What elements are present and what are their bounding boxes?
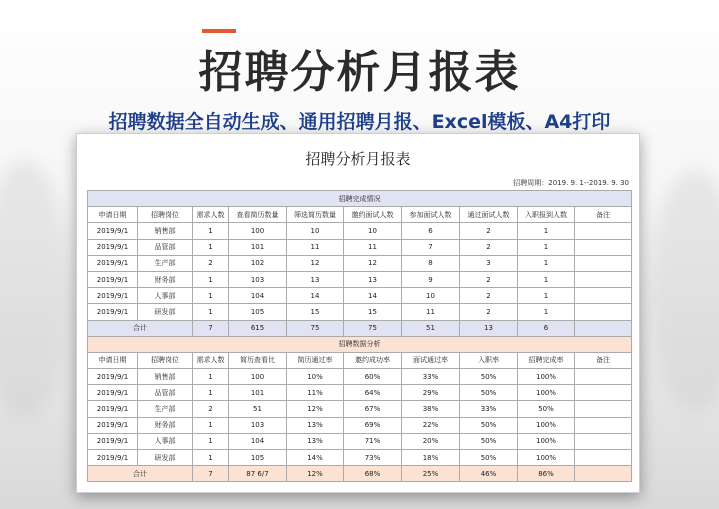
column-header: 面试通过率 xyxy=(402,352,460,368)
table-cell: 105 xyxy=(229,304,287,320)
table-cell: 67% xyxy=(344,401,402,417)
table-cell: 38% xyxy=(402,401,460,417)
table-cell: 1 xyxy=(193,271,229,287)
table-cell: 100% xyxy=(518,369,575,385)
total-cell: 75 xyxy=(344,320,402,336)
table-cell: 50% xyxy=(460,433,518,449)
table-cell: 2019/9/1 xyxy=(88,433,138,449)
table-cell: 50% xyxy=(460,450,518,466)
table-cell: 50% xyxy=(460,369,518,385)
report-table xyxy=(87,190,632,482)
total-label: 合计 xyxy=(88,466,193,482)
column-header: 招聘岗位 xyxy=(138,352,193,368)
total-cell: 87 6/7 xyxy=(229,466,287,482)
table-cell: 13 xyxy=(344,271,402,287)
table-cell: 104 xyxy=(229,433,287,449)
column-header: 筛选简历数量 xyxy=(287,207,344,223)
table-cell: 13% xyxy=(287,433,344,449)
total-row xyxy=(88,466,632,482)
table-cell: 2019/9/1 xyxy=(88,223,138,239)
table-cell: 14 xyxy=(344,288,402,304)
table-row xyxy=(88,255,632,271)
table-cell: 研发部 xyxy=(138,304,193,320)
table-cell: 10 xyxy=(344,223,402,239)
table-cell: 销售部 xyxy=(138,223,193,239)
table-row xyxy=(88,385,632,401)
page-title: 招聘分析月报表 xyxy=(198,47,521,98)
table-cell: 101 xyxy=(229,239,287,255)
table-cell: 103 xyxy=(229,271,287,287)
table-cell: 12% xyxy=(287,401,344,417)
column-header: 入职率 xyxy=(460,352,518,368)
table-cell: 2 xyxy=(193,401,229,417)
section-title-row xyxy=(88,336,632,352)
table-cell: 69% xyxy=(344,417,402,433)
table-cell: 1 xyxy=(518,288,575,304)
table-cell: 71% xyxy=(344,433,402,449)
table-cell: 103 xyxy=(229,417,287,433)
table-row xyxy=(88,450,632,466)
table-cell: 10 xyxy=(402,288,460,304)
table-cell: 14% xyxy=(287,450,344,466)
table-cell: 2019/9/1 xyxy=(88,288,138,304)
table-cell: 2019/9/1 xyxy=(88,417,138,433)
table-cell: 10% xyxy=(287,369,344,385)
column-header: 申请日期 xyxy=(88,207,138,223)
column-header: 备注 xyxy=(575,352,632,368)
table-cell: 100 xyxy=(229,223,287,239)
total-cell: 86% xyxy=(518,466,575,482)
table-cell: 2019/9/1 xyxy=(88,255,138,271)
table-cell: 1 xyxy=(518,255,575,271)
table-cell: 14 xyxy=(287,288,344,304)
table-cell: 11% xyxy=(287,385,344,401)
table-cell: 100% xyxy=(518,450,575,466)
table-cell: 9 xyxy=(402,271,460,287)
table-cell: 销售部 xyxy=(138,369,193,385)
column-header: 邀约面试人数 xyxy=(344,207,402,223)
table-row xyxy=(88,288,632,304)
table-cell: 15 xyxy=(344,304,402,320)
table-cell: 22% xyxy=(402,417,460,433)
table-cell xyxy=(575,385,632,401)
background-shape xyxy=(650,170,719,410)
header-row xyxy=(88,352,632,368)
table-cell: 1 xyxy=(518,239,575,255)
table-cell: 2 xyxy=(460,288,518,304)
table-row xyxy=(88,417,632,433)
table-cell: 15 xyxy=(287,304,344,320)
table-cell xyxy=(575,369,632,385)
table-cell: 105 xyxy=(229,450,287,466)
table-cell: 1 xyxy=(193,223,229,239)
table-cell: 3 xyxy=(460,255,518,271)
column-header: 招聘完成率 xyxy=(518,352,575,368)
table-cell xyxy=(575,271,632,287)
table-cell: 60% xyxy=(344,369,402,385)
table-cell xyxy=(575,417,632,433)
table-cell: 1 xyxy=(193,369,229,385)
total-cell xyxy=(575,466,632,482)
total-cell: 7 xyxy=(193,466,229,482)
table-row xyxy=(88,401,632,417)
table-cell xyxy=(575,239,632,255)
table-cell: 1 xyxy=(193,417,229,433)
table-cell: 品管部 xyxy=(138,239,193,255)
table-cell: 100 xyxy=(229,369,287,385)
table-cell: 1 xyxy=(193,450,229,466)
table-row xyxy=(88,239,632,255)
table-cell: 人事部 xyxy=(138,433,193,449)
table-cell: 1 xyxy=(193,239,229,255)
column-header: 入职报到人数 xyxy=(518,207,575,223)
table-cell: 2 xyxy=(460,304,518,320)
column-header: 需求人数 xyxy=(193,352,229,368)
table-cell: 101 xyxy=(229,385,287,401)
table-cell: 1 xyxy=(193,385,229,401)
total-row xyxy=(88,320,632,336)
total-cell: 6 xyxy=(518,320,575,336)
table-cell: 1 xyxy=(518,223,575,239)
column-header: 简历查看比 xyxy=(229,352,287,368)
table-cell: 财务部 xyxy=(138,417,193,433)
table-cell: 2 xyxy=(460,223,518,239)
total-cell: 25% xyxy=(402,466,460,482)
table-cell: 2019/9/1 xyxy=(88,385,138,401)
spreadsheet-preview xyxy=(76,133,640,493)
table-cell: 2019/9/1 xyxy=(88,369,138,385)
table-cell: 2019/9/1 xyxy=(88,239,138,255)
table-cell: 2019/9/1 xyxy=(88,271,138,287)
table-cell: 33% xyxy=(402,369,460,385)
total-cell: 68% xyxy=(344,466,402,482)
table-row xyxy=(88,369,632,385)
sheet-title: 招聘分析月报表 xyxy=(305,150,411,168)
table-cell: 2019/9/1 xyxy=(88,450,138,466)
table-cell: 12 xyxy=(344,255,402,271)
table-cell xyxy=(575,433,632,449)
column-header: 备注 xyxy=(575,207,632,223)
header-row xyxy=(88,207,632,223)
section-title-row xyxy=(88,191,632,207)
table-cell: 64% xyxy=(344,385,402,401)
table-cell: 2 xyxy=(193,255,229,271)
total-cell: 7 xyxy=(193,320,229,336)
table-cell: 102 xyxy=(229,255,287,271)
table-cell: 13 xyxy=(287,271,344,287)
table-cell: 2019/9/1 xyxy=(88,304,138,320)
table-cell: 51 xyxy=(229,401,287,417)
table-cell: 6 xyxy=(402,223,460,239)
table-row xyxy=(88,304,632,320)
total-cell: 615 xyxy=(229,320,287,336)
background-shape xyxy=(0,160,70,420)
total-cell: 12% xyxy=(287,466,344,482)
total-cell: 46% xyxy=(460,466,518,482)
recruitment-period: 招聘周期：2019. 9. 1--2019. 9. 30 xyxy=(513,179,629,187)
table-cell: 100% xyxy=(518,417,575,433)
table-cell: 2 xyxy=(460,239,518,255)
table-row xyxy=(88,223,632,239)
table-cell: 1 xyxy=(518,304,575,320)
total-label: 合计 xyxy=(88,320,193,336)
total-cell: 51 xyxy=(402,320,460,336)
table-cell: 100% xyxy=(518,385,575,401)
table-cell: 11 xyxy=(287,239,344,255)
table-cell xyxy=(575,223,632,239)
table-cell: 1 xyxy=(193,304,229,320)
total-cell: 13 xyxy=(460,320,518,336)
section-title: 招聘完成情况 xyxy=(88,191,632,207)
accent-bar xyxy=(202,29,236,33)
table-cell: 20% xyxy=(402,433,460,449)
table-cell xyxy=(575,288,632,304)
column-header: 招聘岗位 xyxy=(138,207,193,223)
table-cell: 研发部 xyxy=(138,450,193,466)
column-header: 通过面试人数 xyxy=(460,207,518,223)
table-cell: 73% xyxy=(344,450,402,466)
column-header: 申请日期 xyxy=(88,352,138,368)
column-header: 简历通过率 xyxy=(287,352,344,368)
table-cell: 18% xyxy=(402,450,460,466)
table-cell xyxy=(575,401,632,417)
table-cell: 104 xyxy=(229,288,287,304)
table-cell: 8 xyxy=(402,255,460,271)
total-cell: 75 xyxy=(287,320,344,336)
table-row xyxy=(88,271,632,287)
table-cell: 10 xyxy=(287,223,344,239)
table-cell xyxy=(575,450,632,466)
section-title: 招聘数据分析 xyxy=(88,336,632,352)
table-cell: 2 xyxy=(460,271,518,287)
table-cell: 7 xyxy=(402,239,460,255)
table-cell: 1 xyxy=(193,433,229,449)
table-cell: 人事部 xyxy=(138,288,193,304)
table-cell: 13% xyxy=(287,417,344,433)
table-cell: 2019/9/1 xyxy=(88,401,138,417)
table-cell: 33% xyxy=(460,401,518,417)
table-cell: 财务部 xyxy=(138,271,193,287)
table-row xyxy=(88,433,632,449)
column-header: 参加面试人数 xyxy=(402,207,460,223)
table-cell: 50% xyxy=(518,401,575,417)
table-cell: 11 xyxy=(344,239,402,255)
table-cell xyxy=(575,255,632,271)
table-cell: 1 xyxy=(518,271,575,287)
column-header: 邀约成功率 xyxy=(344,352,402,368)
column-header: 需求人数 xyxy=(193,207,229,223)
total-cell xyxy=(575,320,632,336)
page-subtitle: 招聘数据全自动生成、通用招聘月报、Excel模板、A4打印 xyxy=(108,111,611,133)
table-cell: 29% xyxy=(402,385,460,401)
table-cell: 生产部 xyxy=(138,255,193,271)
table-cell: 11 xyxy=(402,304,460,320)
table-cell: 100% xyxy=(518,433,575,449)
table-cell: 1 xyxy=(193,288,229,304)
table-cell: 生产部 xyxy=(138,401,193,417)
table-cell: 50% xyxy=(460,385,518,401)
table-cell xyxy=(575,304,632,320)
table-cell: 12 xyxy=(287,255,344,271)
column-header: 查看简历数量 xyxy=(229,207,287,223)
table-cell: 品管部 xyxy=(138,385,193,401)
table-cell: 50% xyxy=(460,417,518,433)
